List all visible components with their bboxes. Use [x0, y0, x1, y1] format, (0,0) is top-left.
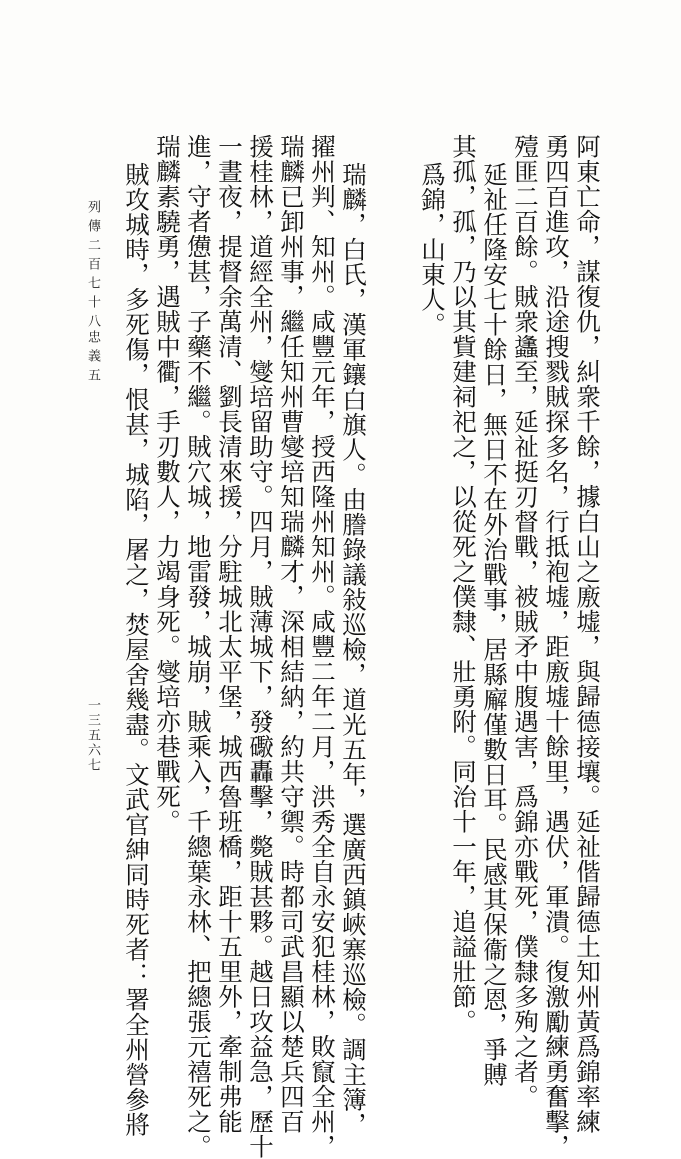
text-column: 勇四百進攻，沿途搜戮賊探多名，行抵袍墟，距廒墟十餘里，遇伏，軍潰。復激勵練勇奮擊，: [542, 134, 571, 1159]
text-column: 瑞麟已卸州事，繼任知州曹燮培知瑞麟才，深相結納，約共守禦。時都司武昌顯以楚兵四百: [277, 134, 306, 1134]
text-column: 爲錦，山東人。: [418, 162, 447, 337]
text-column: 擢州判、知州。咸豐元年，授西隆州知州。咸豐二年二月，洪秀全自永安犯桂林，敗竄全州，: [308, 134, 337, 1159]
text-column: 殪匪二百餘。賊衆蠭至，延祉挺刃督戰，被賊矛中腹遇害，爲錦亦戰死，僕隸多殉之者。: [511, 134, 540, 1109]
text-column: 其孤，孤，乃以其貲建祠祀之，以從死之僕隸、壯勇附。同治十一年，追謚壯節。: [449, 134, 478, 1034]
text-column: 援桂林，道經全州，燮培留助守。四月，賊薄城下，發礮轟擊，斃賊甚夥。越日攻益急，歷十: [246, 134, 275, 1159]
text-column: 瑞麟素驍勇，遇賊中衢，手刃數人，力竭身死。燮培亦巷戰死。: [153, 134, 182, 834]
running-header-title: 列傳二百七十八: [85, 200, 100, 333]
text-column: 延祉任隆安七十餘日，無日不在外治戰事，居縣廨僅數日耳。民感其保衞之恩，爭賻: [480, 162, 509, 1087]
running-header-section: 忠義五: [85, 330, 100, 387]
text-column: 瑞麟，白氏，漢軍鑲白旗人。由謄錄議敍巡檢，道光五年，選廣西鎮峽寨巡檢。調主簿，: [339, 162, 368, 1137]
text-column: 阿東亡命，謀復仇，糾衆千餘，據白山之廒墟，與歸德接壤。延祉偕歸德土知州黃爲錦率練: [573, 134, 602, 1134]
page-number: 一三五六七: [85, 698, 100, 773]
text-column: 一晝夜，提督余萬清、劉長清來援，分駐城北太平堡，城西魯班橋，距十五里外，牽制弗能: [215, 134, 244, 1134]
text-column: 賊攻城時，多死傷，恨甚，城陷，屠之，焚屋舍幾盡。文武官紳同時死者：署全州營參將: [122, 162, 151, 1137]
text-column: 進，守者憊甚，子藥不繼。賊穴城，地雷發，城崩，賊乘入，千總葉永林、把總張元禧死之。: [184, 134, 213, 1159]
